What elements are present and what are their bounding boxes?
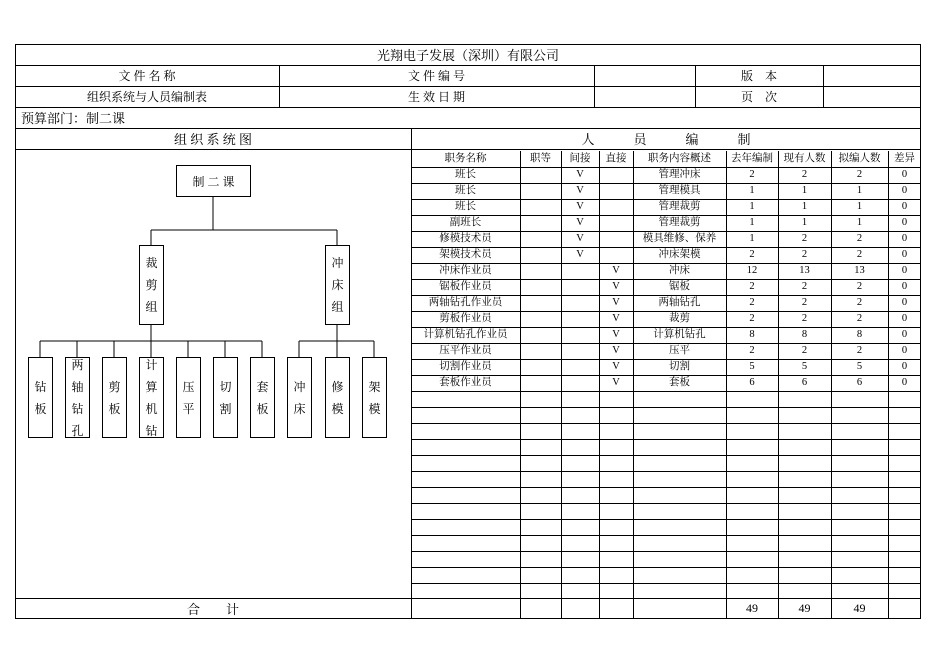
cell-col-current: 2	[801, 249, 808, 260]
cell-col-last-year: 2	[749, 297, 755, 308]
cell-col-diff: 0	[901, 233, 908, 244]
cell-col-title: 班长	[455, 169, 476, 180]
cell-col-last-year: 1	[749, 185, 755, 196]
cell-col-title: 锯板作业员	[439, 281, 492, 292]
cell-col-diff: 0	[901, 329, 908, 340]
cell-col-current: 2	[801, 297, 808, 308]
cell-col-planned: 2	[856, 297, 863, 308]
cell-col-planned: 1	[856, 201, 863, 212]
cell-col-current: 2	[801, 345, 808, 356]
cell-col-direct: V	[612, 345, 620, 356]
cell-col-diff: 0	[901, 281, 908, 292]
cell-col-title: 副班长	[449, 217, 482, 228]
header-col-current: 现有人数	[783, 153, 826, 164]
org-unit-char: 割	[219, 401, 232, 416]
cell-col-grade	[520, 215, 561, 231]
effective-date-label: 生 效 日 期	[407, 90, 465, 104]
org-root-box: 制 二 课	[176, 165, 251, 197]
cell-col-current: 1	[801, 185, 808, 196]
cell-col-planned: 6	[856, 377, 863, 388]
org-group-char: 组	[145, 300, 158, 314]
cell-col-diff: 0	[901, 265, 908, 276]
cell-col-last-year: 2	[749, 281, 755, 292]
org-unit-char: 钻	[145, 423, 158, 438]
org-group-cutting	[139, 245, 164, 325]
cell-col-current: 2	[801, 313, 808, 324]
cell-col-indirect: V	[576, 249, 584, 260]
cell-col-last-year: 5	[749, 361, 755, 372]
cell-col-current: 6	[801, 377, 808, 388]
cell-col-planned: 1	[856, 217, 863, 228]
cell-col-planned: 2	[856, 169, 863, 180]
org-unit-char: 计	[145, 357, 158, 372]
org-unit-shear-board	[102, 357, 127, 438]
org-unit-char: 切	[219, 379, 232, 394]
cell-col-duty: 锯板	[669, 281, 690, 292]
cell-col-title: 架模技术员	[439, 249, 492, 260]
cell-col-planned: 1	[856, 185, 863, 196]
cell-col-grade	[520, 311, 561, 327]
cell-col-direct: V	[612, 281, 620, 292]
cell-col-indirect: V	[576, 185, 584, 196]
cell-col-planned: 2	[856, 249, 863, 260]
cell-col-title: 压平作业员	[439, 345, 492, 356]
org-unit-char: 床	[293, 401, 306, 416]
org-unit-char: 剪	[108, 379, 121, 394]
header-col-duty: 职务内容概述	[648, 153, 711, 164]
cell-col-title: 修模技术员	[439, 233, 492, 244]
cell-col-last-year: 12	[746, 265, 758, 276]
cell-col-direct	[599, 247, 633, 263]
org-group-char: 组	[331, 300, 344, 314]
total-label: 合 计	[186, 602, 239, 617]
cell-col-title: 套板作业员	[439, 377, 492, 388]
cell-col-duty: 管理裁剪	[658, 217, 701, 228]
dept-label: 预算部门：制二课	[21, 111, 126, 126]
cell-col-duty: 冲床架模	[658, 249, 701, 260]
cell-col-direct: V	[612, 265, 620, 276]
cell-col-current: 5	[801, 361, 808, 372]
cell-col-diff: 0	[901, 297, 908, 308]
org-unit-char: 修	[331, 379, 344, 394]
org-unit-char: 孔	[71, 423, 84, 438]
cell-col-grade	[520, 199, 561, 215]
org-group-char: 冲	[331, 256, 344, 270]
cell-col-title: 两轴钻孔作业员	[428, 297, 503, 308]
cell-col-indirect	[561, 375, 599, 391]
cell-col-planned: 8	[856, 329, 863, 340]
cell-col-direct	[599, 231, 633, 247]
cell-col-indirect: V	[576, 201, 584, 212]
header-col-grade: 职等	[530, 153, 551, 164]
cell-col-last-year: 1	[749, 217, 755, 228]
cell-col-indirect	[561, 279, 599, 295]
org-unit-two-axis-drill	[65, 357, 90, 438]
cell-col-direct: V	[612, 329, 620, 340]
cell-col-indirect	[561, 263, 599, 279]
cell-col-direct	[599, 199, 633, 215]
org-unit-char: 架	[368, 379, 381, 394]
cell-col-last-year: 2	[749, 249, 755, 260]
cell-col-title: 冲床作业员	[439, 265, 492, 276]
cell-col-title: 班长	[455, 201, 476, 212]
doc-no-label: 文 件 编 号	[407, 69, 465, 83]
total-planned: 49	[853, 601, 866, 615]
cell-col-diff: 0	[901, 377, 908, 388]
cell-col-current: 2	[801, 233, 808, 244]
cell-col-grade	[520, 295, 561, 311]
version-label: 版 本	[740, 69, 777, 83]
cell-col-planned: 2	[856, 313, 863, 324]
cell-col-last-year: 6	[749, 377, 755, 388]
cell-col-direct	[599, 183, 633, 199]
org-unit-cnc-drill	[139, 357, 164, 438]
org-unit-char: 模	[368, 401, 381, 416]
org-unit-cutting	[213, 357, 238, 438]
org-unit-char: 板	[34, 401, 47, 416]
org-unit-char: 机	[145, 401, 158, 416]
org-unit-char: 冲	[293, 379, 306, 394]
cell-col-diff: 0	[901, 185, 908, 196]
doc-name-value: 组织系统与人员编制表	[86, 90, 207, 104]
cell-col-duty: 裁剪	[669, 313, 690, 324]
cell-col-indirect	[561, 359, 599, 375]
org-group-char: 床	[331, 278, 344, 292]
cell-col-duty: 两轴钻孔	[658, 297, 701, 308]
cell-col-diff: 0	[901, 249, 908, 260]
cell-col-planned: 2	[856, 233, 863, 244]
total-current: 49	[798, 601, 811, 615]
cell-col-grade	[520, 263, 561, 279]
company-title: 光翔电子发展（深圳）有限公司	[376, 48, 559, 63]
cell-col-indirect	[561, 327, 599, 343]
cell-col-duty: 套板	[669, 377, 690, 388]
cell-col-last-year: 1	[749, 233, 755, 244]
cell-col-planned: 5	[856, 361, 863, 372]
cell-col-current: 8	[801, 329, 808, 340]
cell-col-direct	[599, 215, 633, 231]
cell-col-diff: 0	[901, 217, 908, 228]
cell-col-direct: V	[612, 361, 620, 372]
cell-col-last-year: 2	[749, 345, 755, 356]
cell-col-diff: 0	[901, 345, 908, 356]
cell-col-indirect: V	[576, 169, 584, 180]
org-unit-press-flat	[176, 357, 201, 438]
header-col-indirect: 间接	[569, 153, 591, 164]
cell-col-indirect	[561, 311, 599, 327]
cell-col-title: 切割作业员	[439, 361, 492, 372]
cell-col-last-year: 8	[749, 329, 755, 340]
cell-col-duty: 压平	[669, 345, 690, 356]
cell-col-grade	[520, 359, 561, 375]
org-unit-char: 模	[331, 401, 344, 416]
header-col-planned: 拟编人数	[838, 153, 881, 164]
total-last-year: 49	[746, 601, 758, 615]
org-unit-char: 算	[145, 379, 158, 394]
cell-col-indirect: V	[576, 217, 584, 228]
org-unit-char: 两	[71, 357, 84, 372]
cell-col-grade	[520, 247, 561, 263]
header-col-direct: 直接	[605, 153, 627, 164]
org-unit-mold-setup	[362, 357, 387, 438]
cell-col-duty: 切割	[669, 361, 690, 372]
cell-col-duty: 管理裁剪	[658, 201, 701, 212]
org-unit-char: 平	[182, 401, 195, 416]
cell-col-planned: 2	[856, 281, 863, 292]
cell-col-duty: 管理冲床	[658, 169, 701, 180]
cell-col-current: 2	[801, 281, 808, 292]
cell-col-grade	[520, 279, 561, 295]
org-unit-char: 压	[182, 379, 195, 394]
org-group-char: 剪	[145, 278, 158, 292]
cell-col-direct: V	[612, 313, 620, 324]
org-unit-char: 板	[256, 401, 269, 416]
cell-col-duty: 模具维修、保养	[642, 233, 717, 244]
header-col-title: 职务名称	[444, 153, 487, 164]
org-unit-char: 板	[108, 401, 121, 416]
cell-col-direct: V	[612, 297, 620, 308]
cell-col-direct: V	[612, 377, 620, 388]
cell-col-indirect	[561, 295, 599, 311]
cell-col-last-year: 2	[749, 169, 755, 180]
cell-col-indirect	[561, 343, 599, 359]
org-chart-title: 组 织 系 统 图	[173, 132, 252, 147]
cell-col-grade	[520, 327, 561, 343]
org-unit-char: 钻	[34, 379, 47, 394]
cell-col-current: 13	[799, 265, 810, 276]
cell-col-title: 计算机钻孔作业员	[423, 329, 508, 340]
cell-col-diff: 0	[901, 313, 908, 324]
cell-col-planned: 2	[856, 345, 863, 356]
cell-col-last-year: 2	[749, 313, 755, 324]
cell-col-current: 2	[801, 169, 808, 180]
cell-col-grade	[520, 343, 561, 359]
cell-col-title: 班长	[455, 185, 476, 196]
org-group-punch	[325, 245, 350, 325]
org-unit-sleeve-board	[250, 357, 275, 438]
cell-col-diff: 0	[901, 361, 908, 372]
cell-col-indirect: V	[576, 233, 584, 244]
cell-col-current: 1	[801, 217, 808, 228]
cell-col-last-year: 1	[749, 201, 755, 212]
cell-col-grade	[520, 231, 561, 247]
header-col-last-year: 去年编制	[731, 153, 773, 164]
header-col-diff: 差异	[894, 153, 915, 164]
cell-col-grade	[520, 167, 561, 183]
cell-col-title: 剪板作业员	[439, 313, 492, 324]
cell-col-grade	[520, 183, 561, 199]
doc-name-label: 文 件 名 称	[118, 69, 176, 83]
staffing-title: 人 员 编 制	[581, 132, 751, 147]
cell-col-diff: 0	[901, 201, 908, 212]
cell-col-duty: 冲床	[669, 265, 690, 276]
org-unit-char: 钻	[71, 401, 84, 416]
cell-col-duty: 计算机钻孔	[653, 329, 706, 340]
cell-col-duty: 管理模具	[658, 185, 701, 196]
cell-col-diff: 0	[901, 169, 908, 180]
org-unit-char: 套	[256, 379, 269, 394]
org-group-char: 裁	[145, 256, 158, 270]
cell-col-current: 1	[801, 201, 808, 212]
cell-col-direct	[599, 167, 633, 183]
page-label: 页 次	[740, 90, 777, 104]
org-unit-drill-board	[28, 357, 53, 438]
org-unit-char: 轴	[71, 379, 84, 394]
cell-col-grade	[520, 375, 561, 391]
cell-col-planned: 13	[854, 265, 865, 276]
org-unit-mold-repair	[325, 357, 350, 438]
org-unit-punch	[287, 357, 312, 438]
